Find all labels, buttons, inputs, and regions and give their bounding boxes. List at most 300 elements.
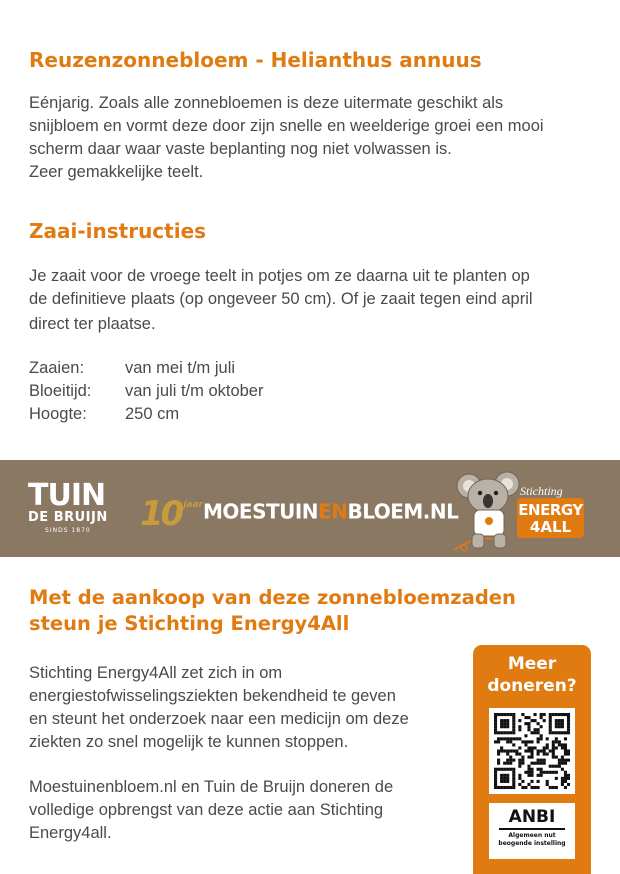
qr-module: [512, 780, 515, 783]
qr-module: [561, 780, 564, 783]
qr-module: [494, 768, 497, 771]
qr-module: [534, 786, 537, 789]
qr-module: [527, 725, 530, 728]
support-title: [29, 585, 516, 637]
anbi-word: ANBI: [508, 807, 556, 827]
logo-word-moestuin: MOESTUIN: [203, 499, 319, 524]
qr-module: [555, 737, 558, 740]
donate-heading-line: doneren?: [487, 676, 577, 696]
qr-module: [549, 728, 552, 731]
qr-module: [537, 774, 540, 777]
qr-module: [497, 749, 500, 752]
qr-module: [512, 774, 515, 777]
qr-module: [512, 768, 515, 771]
spec-label: Bloeitijd:: [29, 382, 92, 400]
qr-module: [527, 765, 530, 768]
qr-module: [512, 737, 515, 740]
product-description: [29, 92, 544, 184]
donate-heading-line: Meer: [507, 654, 557, 674]
qr-module: [527, 749, 530, 752]
qr-module: [494, 786, 497, 789]
four-all-word: 4ALL: [529, 518, 572, 536]
qr-module: [503, 786, 506, 789]
qr-module: [564, 759, 567, 762]
qr-module: [558, 743, 561, 746]
qr-module: [497, 768, 500, 771]
donation-line: Moestuinenbloem.nl en Tuin de Bruijn doneren de: [29, 778, 394, 796]
qr-module: [500, 786, 503, 789]
qr-module: [561, 746, 564, 749]
qr-module: [500, 749, 503, 752]
qr-module: [552, 786, 555, 789]
qr-module: [512, 786, 515, 789]
qr-module: [537, 728, 540, 731]
qr-module: [561, 783, 564, 786]
qr-module: [503, 749, 506, 752]
qr-module: [549, 725, 552, 728]
qr-module: [546, 737, 549, 740]
qr-module: [530, 749, 533, 752]
qr-module: [518, 737, 521, 740]
qr-module: [503, 713, 506, 716]
qr-module: [549, 722, 552, 725]
qr-module: [494, 728, 497, 731]
qr-module: [512, 743, 515, 746]
energy-word: ENERGY: [518, 501, 583, 519]
logo-word-en: EN: [318, 499, 348, 524]
qr-module: [500, 768, 503, 771]
qr-module: [537, 737, 540, 740]
support-line: Stichting Energy4All zet zich in om: [29, 664, 283, 682]
qr-module: [567, 774, 570, 777]
qr-module: [518, 774, 521, 777]
qr-module: [494, 713, 497, 716]
qr-module: [543, 746, 546, 749]
qr-module: [494, 716, 497, 719]
qr-module: [494, 783, 497, 786]
qr-module: [561, 731, 564, 734]
qr-module: [506, 759, 509, 762]
qr-module: [506, 719, 509, 722]
qr-module: [509, 713, 512, 716]
qr-module: [500, 713, 503, 716]
qr-module: [530, 756, 533, 759]
sowing-title: Zaai-instructies: [29, 219, 207, 243]
qr-module: [567, 725, 570, 728]
qr-module: [509, 756, 512, 759]
qr-module: [555, 786, 558, 789]
qr-module: [500, 719, 503, 722]
qr-module: [521, 740, 524, 743]
qr-module: [567, 719, 570, 722]
qr-module: [567, 759, 570, 762]
qr-module: [503, 777, 506, 780]
qr-module: [524, 734, 527, 737]
ten-years-label: jaar: [183, 499, 203, 510]
spec-label: Zaaien:: [29, 359, 85, 377]
donate-heading: [473, 653, 591, 697]
support-title-line: steun je Stichting Energy4All: [29, 612, 350, 635]
qr-module: [518, 728, 521, 731]
qr-module: [524, 786, 527, 789]
qr-module: [564, 713, 567, 716]
qr-module: [567, 722, 570, 725]
qr-module: [497, 759, 500, 762]
qr-module: [540, 737, 543, 740]
qr-module: [527, 774, 530, 777]
qr-module: [494, 774, 497, 777]
logo-word-bloem: BLOEM.NL: [347, 499, 459, 524]
qr-module: [534, 713, 537, 716]
qr-module: [561, 743, 564, 746]
qr-module: [543, 713, 546, 716]
qr-module: [564, 774, 567, 777]
qr-module: [540, 725, 543, 728]
qr-module: [564, 743, 567, 746]
qr-module: [494, 731, 497, 734]
qr-module: [540, 749, 543, 752]
qr-module: [497, 762, 500, 765]
qr-module: [515, 749, 518, 752]
qr-module: [521, 756, 524, 759]
qr-module: [512, 716, 515, 719]
qr-module: [534, 728, 537, 731]
qr-module: [561, 713, 564, 716]
qr-module: [561, 768, 564, 771]
qr-module: [567, 749, 570, 752]
qr-module: [561, 756, 564, 759]
qr-module: [530, 786, 533, 789]
qr-module: [509, 737, 512, 740]
qr-module: [558, 725, 561, 728]
qr-module: [512, 749, 515, 752]
tuin-logo-sub: DE BRUIJN: [28, 510, 108, 525]
qr-module: [494, 780, 497, 783]
energy4all-logo: [517, 498, 584, 538]
qr-module: [564, 786, 567, 789]
product-title: Reuzenzonnebloem - Helianthus annuus: [29, 48, 482, 72]
qr-module: [530, 731, 533, 734]
qr-module: [500, 774, 503, 777]
qr-module: [540, 768, 543, 771]
tuin-logo-since: SINDS 1870: [45, 527, 91, 534]
description-line: scherm daar waar vaste beplanting nog niet volwassen is.: [29, 140, 452, 158]
qr-module: [530, 746, 533, 749]
spec-label: Hoogte:: [29, 405, 87, 423]
qr-module: [506, 749, 509, 752]
ten-years-number: 10: [140, 494, 182, 534]
qr-module: [543, 753, 546, 756]
qr-module: [537, 768, 540, 771]
qr-module: [567, 728, 570, 731]
qr-module: [543, 762, 546, 765]
qr-module: [564, 777, 567, 780]
qr-module: [555, 731, 558, 734]
qr-module: [527, 716, 530, 719]
qr-module: [512, 719, 515, 722]
qr-module: [530, 762, 533, 765]
qr-module: [546, 783, 549, 786]
qr-module: [494, 740, 497, 743]
qr-module: [518, 783, 521, 786]
qr-module: [512, 771, 515, 774]
qr-module: [500, 725, 503, 728]
qr-module: [537, 780, 540, 783]
sowing-line: Je zaait voor de vroege teelt in potjes om ze daarna uit te planten op: [29, 267, 530, 285]
qr-module: [537, 786, 540, 789]
qr-module: [549, 765, 552, 768]
moestuinenbloem-logo: [140, 494, 458, 534]
qr-module: [500, 722, 503, 725]
qr-module: [497, 713, 500, 716]
qr-module: [506, 762, 509, 765]
qr-module: [561, 777, 564, 780]
qr-module: [564, 737, 567, 740]
qr-module: [512, 731, 515, 734]
qr-module: [524, 740, 527, 743]
qr-module: [518, 725, 521, 728]
qr-module: [540, 716, 543, 719]
qr-module: [567, 753, 570, 756]
qr-module: [558, 759, 561, 762]
qr-module: [540, 774, 543, 777]
qr-module: [530, 771, 533, 774]
spec-value: 250 cm: [125, 405, 180, 423]
qr-module: [518, 753, 521, 756]
qr-module: [552, 753, 555, 756]
qr-module: [503, 719, 506, 722]
qr-module: [515, 753, 518, 756]
qr-module: [524, 743, 527, 746]
qr-module: [567, 716, 570, 719]
spec-value: van mei t/m juli: [125, 359, 236, 377]
donation-paragraph: [29, 776, 393, 845]
qr-code-icon[interactable]: [489, 708, 575, 794]
description-line: snijbloem en vormt deze door zijn snelle en weelderige groei een mooi: [29, 117, 544, 135]
qr-module: [555, 756, 558, 759]
qr-module: [506, 777, 509, 780]
qr-module: [567, 731, 570, 734]
qr-module: [506, 780, 509, 783]
qr-module: [558, 731, 561, 734]
qr-module: [549, 713, 552, 716]
qr-module: [546, 743, 549, 746]
qr-module: [540, 734, 543, 737]
qr-module: [512, 722, 515, 725]
qr-module: [512, 725, 515, 728]
qr-module: [503, 768, 506, 771]
qr-module: [567, 777, 570, 780]
qr-module: [494, 722, 497, 725]
qr-module: [561, 762, 564, 765]
spec-value: van juli t/m oktober: [125, 382, 264, 400]
qr-module: [537, 731, 540, 734]
qr-module: [494, 777, 497, 780]
qr-module: [537, 753, 540, 756]
qr-module: [503, 737, 506, 740]
qr-module: [540, 771, 543, 774]
qr-module: [521, 786, 524, 789]
qr-module: [552, 713, 555, 716]
qr-module: [534, 731, 537, 734]
qr-module: [506, 768, 509, 771]
qr-module: [537, 740, 540, 743]
donation-line: volledige opbrengst van deze actie aan Stichting: [29, 801, 384, 819]
qr-module: [503, 774, 506, 777]
qr-module: [497, 786, 500, 789]
qr-module: [527, 768, 530, 771]
qr-module: [494, 719, 497, 722]
qr-module: [497, 737, 500, 740]
qr-module: [561, 719, 564, 722]
qr-module: [549, 719, 552, 722]
sowing-line: de definitieve plaats (op ongeveer 50 cm). Of je zaait tegen eind april: [29, 290, 533, 308]
qr-module: [564, 753, 567, 756]
qr-module: [506, 774, 509, 777]
qr-module: [509, 749, 512, 752]
qr-module: [564, 771, 567, 774]
qr-module: [564, 731, 567, 734]
qr-module: [497, 740, 500, 743]
qr-module: [509, 786, 512, 789]
qr-module: [530, 780, 533, 783]
qr-module: [512, 759, 515, 762]
qr-module: [567, 713, 570, 716]
sowing-description: [29, 265, 533, 336]
qr-module: [518, 777, 521, 780]
sowing-line: direct ter plaatse.: [29, 315, 156, 333]
qr-module: [518, 719, 521, 722]
qr-module: [552, 740, 555, 743]
qr-module: [561, 759, 564, 762]
qr-module: [518, 765, 521, 768]
qr-module: [506, 786, 509, 789]
qr-module: [512, 713, 515, 716]
qr-module: [506, 753, 509, 756]
qr-module: [518, 746, 521, 749]
qr-module: [521, 713, 524, 716]
qr-module: [527, 783, 530, 786]
qr-module: [527, 756, 530, 759]
qr-module: [500, 780, 503, 783]
qr-module: [558, 722, 561, 725]
qr-module: [530, 719, 533, 722]
qr-module: [549, 716, 552, 719]
qr-module: [509, 731, 512, 734]
qr-module: [503, 731, 506, 734]
qr-module: [558, 765, 561, 768]
qr-module: [524, 722, 527, 725]
qr-module: [521, 762, 524, 765]
support-line: energiestofwisselingsziekten bekendheid te geven: [29, 687, 396, 705]
qr-code-pattern: [489, 708, 575, 794]
qr-module: [518, 762, 521, 765]
qr-module: [524, 749, 527, 752]
description-line: Eénjarig. Zoals alle zonnebloemen is deze uitermate geschikt als: [29, 94, 504, 112]
qr-module: [561, 722, 564, 725]
qr-module: [555, 713, 558, 716]
anbi-divider: [499, 828, 565, 830]
qr-module: [540, 713, 543, 716]
qr-module: [527, 746, 530, 749]
qr-module: [512, 783, 515, 786]
qr-module: [552, 756, 555, 759]
qr-module: [512, 728, 515, 731]
qr-module: [534, 746, 537, 749]
qr-module: [500, 777, 503, 780]
qr-module: [561, 725, 564, 728]
qr-module: [506, 722, 509, 725]
qr-module: [546, 746, 549, 749]
support-line: ziekten zo snel mogelijk te kunnen stoppen.: [29, 733, 349, 751]
anbi-subtext: beogende instelling: [498, 840, 566, 847]
qr-module: [555, 777, 558, 780]
qr-module: [506, 725, 509, 728]
qr-module: [512, 777, 515, 780]
qr-module: [521, 780, 524, 783]
qr-module: [552, 731, 555, 734]
anbi-subtext: Algemeen nut: [508, 832, 556, 839]
spec-row-sowing: [29, 357, 235, 380]
qr-module: [497, 753, 500, 756]
qr-module: [564, 762, 567, 765]
donate-box: [473, 645, 591, 874]
qr-module: [500, 737, 503, 740]
qr-module: [515, 737, 518, 740]
support-paragraph: [29, 662, 409, 754]
qr-module: [503, 722, 506, 725]
qr-module: [537, 762, 540, 765]
qr-module: [555, 746, 558, 749]
qr-module: [527, 728, 530, 731]
support-line: en steunt het onderzoek naar een medicijn om deze: [29, 710, 409, 728]
qr-module: [552, 765, 555, 768]
tuin-logo-word: TUIN: [28, 478, 106, 513]
qr-module: [552, 749, 555, 752]
qr-module: [543, 771, 546, 774]
stichting-label: Stichting: [520, 484, 563, 498]
qr-module: [558, 740, 561, 743]
qr-module: [500, 731, 503, 734]
qr-module: [497, 731, 500, 734]
qr-module: [552, 743, 555, 746]
qr-module: [555, 740, 558, 743]
qr-module: [509, 762, 512, 765]
qr-module: [503, 725, 506, 728]
qr-module: [564, 780, 567, 783]
qr-module: [555, 722, 558, 725]
anbi-badge: [489, 803, 575, 859]
qr-module: [503, 762, 506, 765]
qr-module: [506, 713, 509, 716]
qr-module: [552, 746, 555, 749]
qr-module: [564, 746, 567, 749]
qr-module: [564, 749, 567, 752]
qr-module: [530, 740, 533, 743]
description-line: Zeer gemakkelijke teelt.: [29, 163, 204, 181]
qr-module: [524, 716, 527, 719]
qr-module: [509, 740, 512, 743]
qr-module: [537, 749, 540, 752]
qr-module: [546, 753, 549, 756]
qr-module: [530, 768, 533, 771]
qr-module: [534, 719, 537, 722]
qr-module: [506, 740, 509, 743]
qr-module: [546, 771, 549, 774]
qr-module: [527, 771, 530, 774]
qr-module: [540, 759, 543, 762]
qr-module: [509, 759, 512, 762]
